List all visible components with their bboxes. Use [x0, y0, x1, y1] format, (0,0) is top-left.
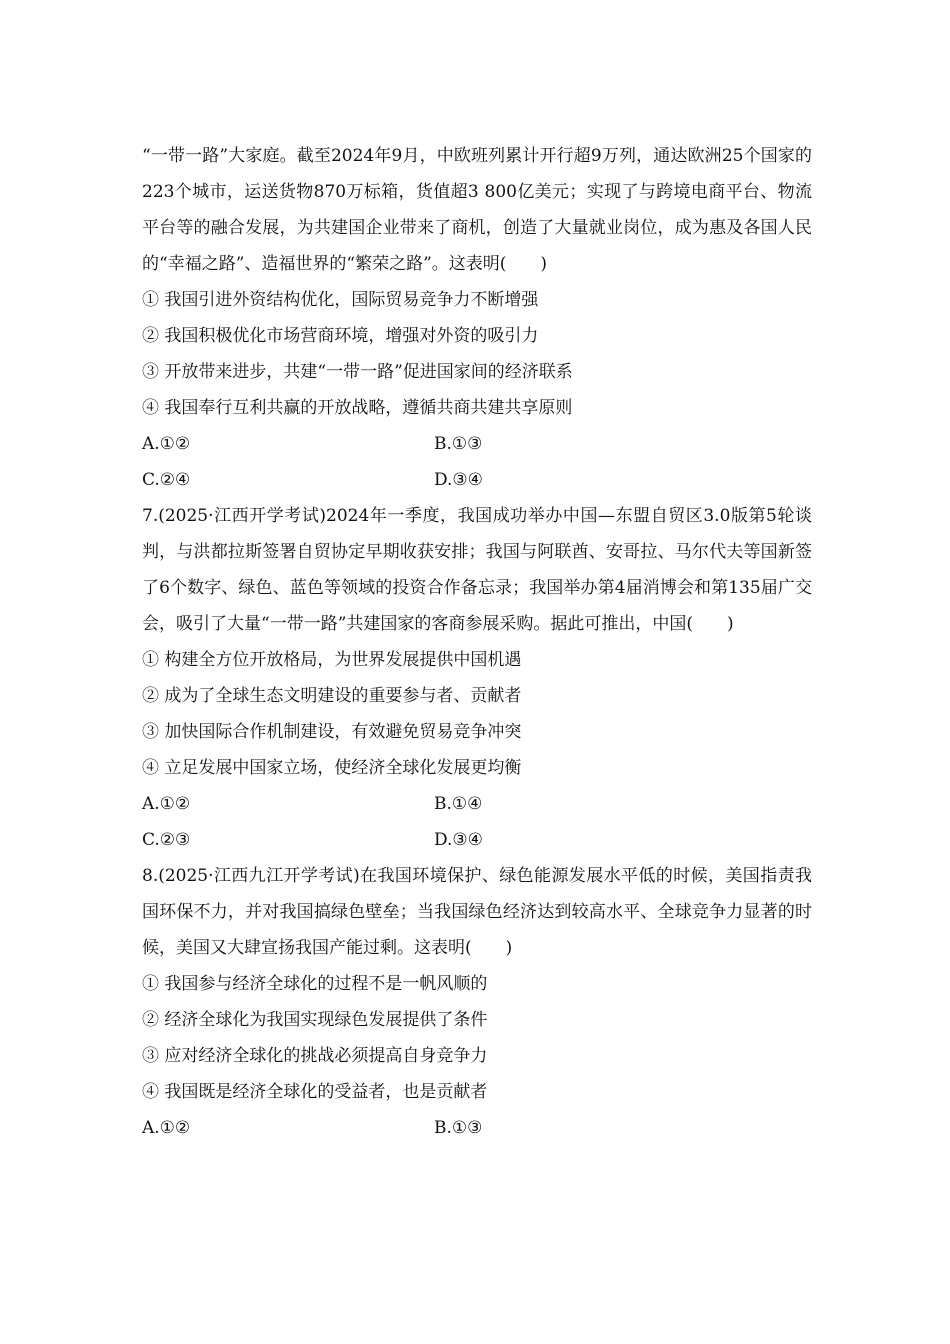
q6-item-3: ③ 开放带来进步，共建“一带一路”促进国家间的经济联系 [142, 362, 573, 382]
q7-item-3: ③ 加快国际合作机制建设，有效避免贸易竞争冲突 [142, 722, 522, 742]
q8-item-3: ③ 应对经济全球化的挑战必须提高自身竞争力 [142, 1046, 488, 1066]
q6-option-a[interactable]: A.①② [142, 434, 191, 454]
q7-item-2: ② 成为了全球生态文明建设的重要参与者、贡献者 [142, 686, 522, 706]
q7-option-a[interactable]: A.①② [142, 794, 191, 814]
q8-options-row-1 [142, 1110, 812, 1146]
q6-stem: “一带一路”大家庭。截至2024年9月，中欧班列累计开行超9万列，通达欧洲25个国家的223个城市，运送货物870万标箱，货值超3 800亿美元；实现了与跨境电商平台、物流平台等的融合发展，为共建国企业带来了商机，创造了大量就业岗位，成为惠及各国人民的“幸福之路”、造福世界的“繁荣之路”。这表明( ) [142, 146, 812, 274]
q8-item-4: ④ 我国既是经济全球化的受益者，也是贡献者 [142, 1082, 488, 1102]
q6-option-b[interactable]: B.①③ [434, 434, 483, 454]
q8-stem: 8.(2025·江西九江开学考试)在我国环境保护、绿色能源发展水平低的时候，美国指责我国环保不力，并对我国搞绿色壁垒；当我国绿色经济达到较高水平、全球竞争力显著的时候，美国又大肆宣扬我国产能过剩。这表明( ) [142, 866, 812, 958]
q6-options-row-1 [142, 426, 812, 462]
q7-item-1: ① 构建全方位开放格局，为世界发展提供中国机遇 [142, 650, 522, 670]
q6-item-1: ① 我国引进外资结构优化，国际贸易竞争力不断增强 [142, 290, 539, 310]
q7-options-row-1 [142, 786, 812, 822]
q7-options-row-2 [142, 822, 812, 858]
q6-item-2: ② 我国积极优化市场营商环境，增强对外资的吸引力 [142, 326, 539, 346]
q6-item-4: ④ 我国奉行互利共赢的开放战略，遵循共商共建共享原则 [142, 398, 573, 418]
q7-item-4: ④ 立足发展中国家立场，使经济全球化发展更均衡 [142, 758, 522, 778]
q7-option-d[interactable]: D.③④ [434, 830, 483, 850]
q6-option-c[interactable]: C.②④ [142, 470, 191, 490]
q8-item-1: ① 我国参与经济全球化的过程不是一帆风顺的 [142, 974, 488, 994]
page-content [142, 138, 812, 1146]
q7-option-c[interactable]: C.②③ [142, 830, 191, 850]
q7-stem: 7.(2025·江西开学考试)2024年一季度，我国成功举办中国—东盟自贸区3.0版第5轮谈判，与洪都拉斯签署自贸协定早期收获安排；我国与阿联酋、安哥拉、马尔代夫等国新签了6个数字、绿色、蓝色等领域的投资合作备忘录；我国举办第4届消博会和第135届广交会，吸引了大量“一带一路”共建国家的客商参展采购。据此可推出，中国( ) [142, 506, 812, 634]
q6-options-row-2 [142, 462, 812, 498]
q7-option-b[interactable]: B.①④ [434, 794, 483, 814]
q8-option-b[interactable]: B.①③ [434, 1118, 483, 1138]
q6-option-d[interactable]: D.③④ [434, 470, 483, 490]
q8-option-a[interactable]: A.①② [142, 1118, 191, 1138]
q8-item-2: ② 经济全球化为我国实现绿色发展提供了条件 [142, 1010, 488, 1030]
